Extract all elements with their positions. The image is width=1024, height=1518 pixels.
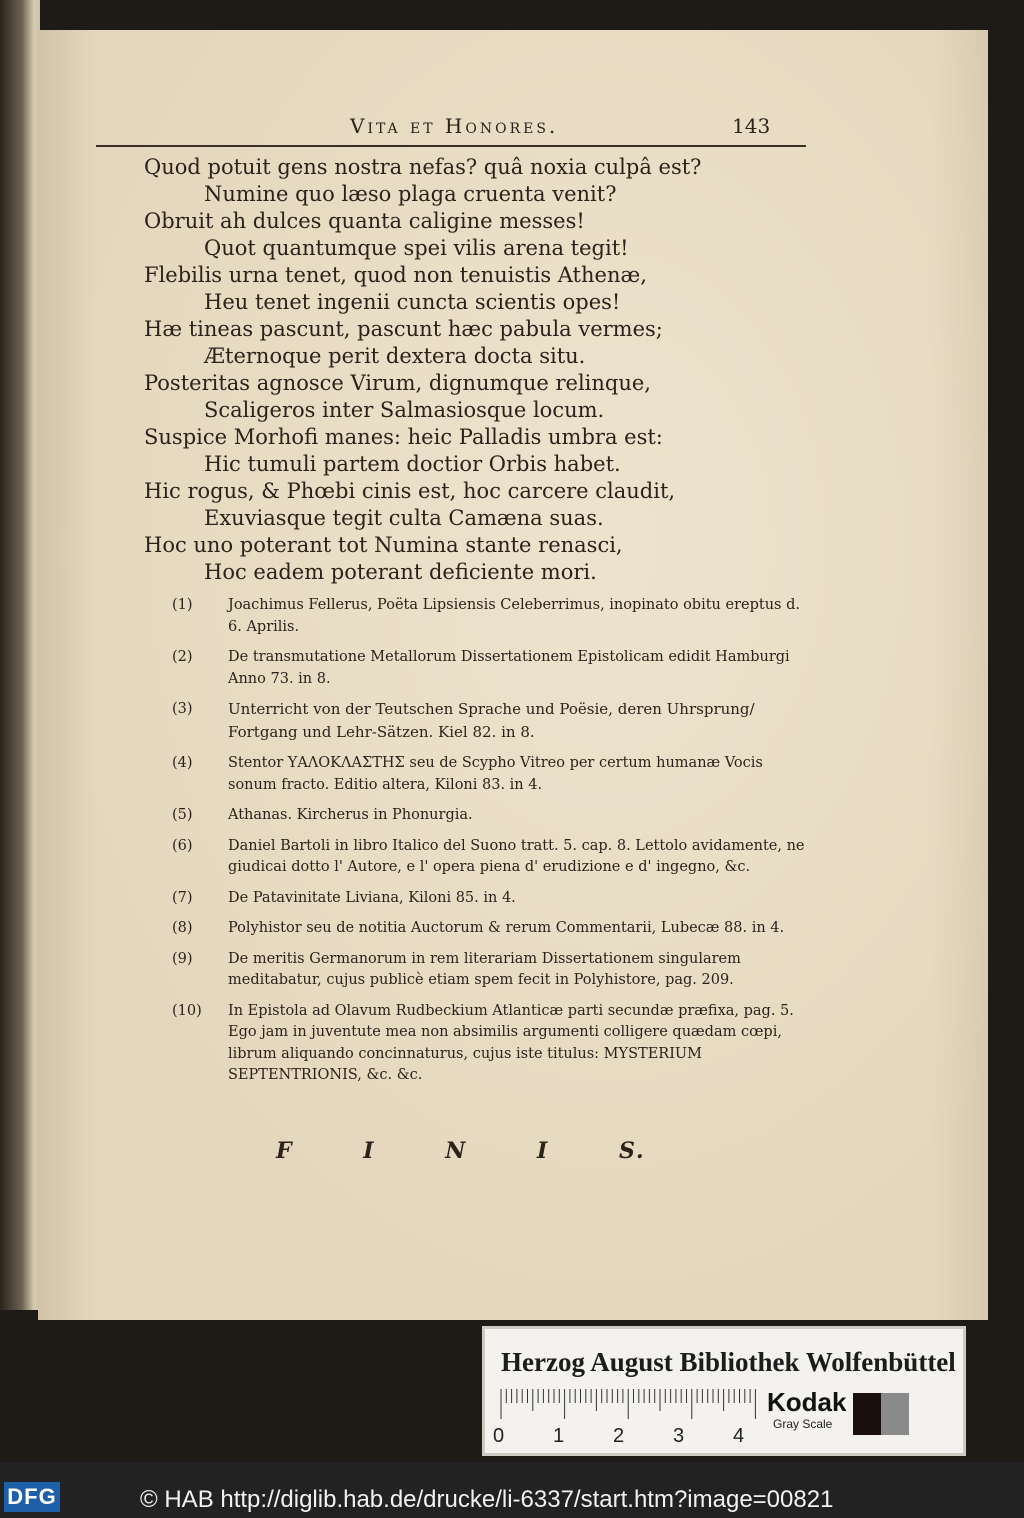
footnote-text: Daniel Bartoli in libro Italico del Suono tratt. 5. cap. 8. Lettolo avidamente, ne giudicai dotto l' Autore, e l' opera piena d' erudizione e d' ingegno, &c. xyxy=(228,837,805,875)
footnote xyxy=(172,753,812,796)
footnote-text: In Epistola ad Olavum Rudbeckium Atlanticæ parti secundæ præfixa, pag. 5. Ego jam in juventute mea non absimilis argumenti colligere quædam cœpi, librum aliquando concinnaturus, cujus iste titulus: MYSTERIUM SEPTENTRIONIS, &c. &c. xyxy=(228,1002,794,1083)
poem-line: Obruit ah dulces quanta caligine messes! xyxy=(144,209,585,233)
poem-line: Numine quo læso plaga cruenta venit? xyxy=(204,182,617,206)
footnote-number: (7) xyxy=(172,889,193,906)
footnote xyxy=(172,918,812,940)
footnote-number: (8) xyxy=(172,920,193,936)
poem-line: Hæ tineas pascunt, pascunt hæc pabula vermes; xyxy=(144,317,663,341)
poem-line: Heu tenet ingenii cuncta scientis opes! xyxy=(204,290,621,314)
footnote-number: (2) xyxy=(172,649,193,665)
poem-line: Hic tumuli partem doctior Orbis habet. xyxy=(204,452,621,476)
ruler-digits xyxy=(493,1425,763,1449)
footnote-number: (6) xyxy=(172,837,193,854)
footnote xyxy=(172,647,812,690)
footnote-text: Athanas. Kircherus in Phonurgia. xyxy=(228,807,473,823)
poem-line: Hoc uno poterant tot Numina stante renasci, xyxy=(144,533,623,557)
ruler-digit: 1 xyxy=(553,1425,565,1447)
footnote-text: De meritis Germanorum in rem literariam Dissertationem singularem meditabatur, cujus publicè etiam spem fecit in Polyhistore, pag. 209. xyxy=(228,950,741,988)
poem-line: Quod potuit gens nostra nefas? quâ noxia culpâ est? xyxy=(144,155,702,179)
footnote-text: De transmutatione Metallorum Dissertationem Epistolicam edidit Hamburgi Anno 73. in 8. xyxy=(228,649,790,687)
footnote xyxy=(172,699,812,744)
footnote xyxy=(172,836,812,879)
ruler-digit: 2 xyxy=(613,1425,625,1447)
kodak-logo: Kodak xyxy=(767,1387,847,1417)
page-number: 143 xyxy=(732,114,771,138)
ruler-digit: 4 xyxy=(733,1425,745,1447)
ruler-scale xyxy=(499,1387,757,1421)
footnotes xyxy=(172,595,812,1096)
footnote-text: Joachimus Fellerus, Poëta Lipsiensis Celeberrimus, inopinato obitu ereptus d. 6. Aprilis. xyxy=(228,597,800,635)
poem-line: Flebilis urna tenet, quod non tenuistis Athenæ, xyxy=(144,263,647,287)
footnote-text: De Patavinitate Liviana, Kiloni 85. in 4. xyxy=(228,889,516,906)
finis: F I N I S. xyxy=(276,1138,646,1164)
poem-line: Scaligeros inter Salmasiosque locum. xyxy=(204,398,605,422)
poem-line: Exuviasque tegit culta Camæna suas. xyxy=(204,506,604,530)
gray-swatch xyxy=(881,1393,909,1435)
footnote-number: (3) xyxy=(172,701,193,717)
footnote xyxy=(172,1001,812,1087)
copyright-link[interactable]: © HAB http://diglib.hab.de/drucke/li-6337/start.htm?image=00821 xyxy=(140,1486,834,1513)
footnote-text: Polyhistor seu de notitia Auctorum & rerum Commentarii, Lubecæ 88. in 4. xyxy=(228,920,785,936)
ruler-digit: 3 xyxy=(673,1425,685,1447)
poem-line: Suspice Morhofi manes: heic Palladis umbra est: xyxy=(144,425,663,449)
footnote xyxy=(172,888,812,910)
poem-line: Hoc eadem poterant deficiente mori. xyxy=(204,560,597,584)
dfg-logo: DFG xyxy=(4,1482,60,1512)
footnote xyxy=(172,595,812,638)
header-rule xyxy=(96,145,806,147)
scanned-page xyxy=(38,30,988,1320)
poem-line: Æternoque perit dextera docta situ. xyxy=(204,344,586,368)
gray-swatch xyxy=(853,1393,881,1435)
footnote-text: Stentor ΥΑΛΟΚΛΑΣΤΗΣ seu de Scypho Vitreo per certum humanæ Vocis sonum fracto. Editio altera, Kiloni 83. in 4. xyxy=(228,755,763,793)
footnote xyxy=(172,805,812,827)
footnote xyxy=(172,949,812,992)
footnote-number: (5) xyxy=(172,807,193,823)
library-label xyxy=(482,1326,966,1456)
gray-swatch xyxy=(909,1393,937,1435)
gray-scale-label: Gray Scale xyxy=(773,1417,833,1431)
poem-line: Quot quantumque spei vilis arena tegit! xyxy=(204,236,629,260)
running-head: Vita et Honores. xyxy=(350,114,559,138)
ruler-digit: 0 xyxy=(493,1425,505,1447)
library-name: Herzog August Bibliothek Wolfenbüttel xyxy=(501,1347,956,1377)
footnote-number: (10) xyxy=(172,1002,202,1019)
footer-bar xyxy=(0,1462,1024,1518)
poem-line: Hic rogus, & Phœbi cinis est, hoc carcere claudit, xyxy=(144,479,676,503)
footnote-number: (9) xyxy=(172,950,193,967)
adjacent-page-edge xyxy=(0,0,40,1310)
footnote-number: (1) xyxy=(172,597,193,613)
footnote-number: (4) xyxy=(172,755,193,771)
poem-line: Posteritas agnosce Virum, dignumque relinque, xyxy=(144,371,651,395)
poem xyxy=(144,154,804,586)
footnote-text: Unterricht von der Teutschen Sprache und Poësie, deren Uhrsprung/ Fortgang und Lehr-Sätzen. Kiel 82. in 8. xyxy=(228,700,755,741)
